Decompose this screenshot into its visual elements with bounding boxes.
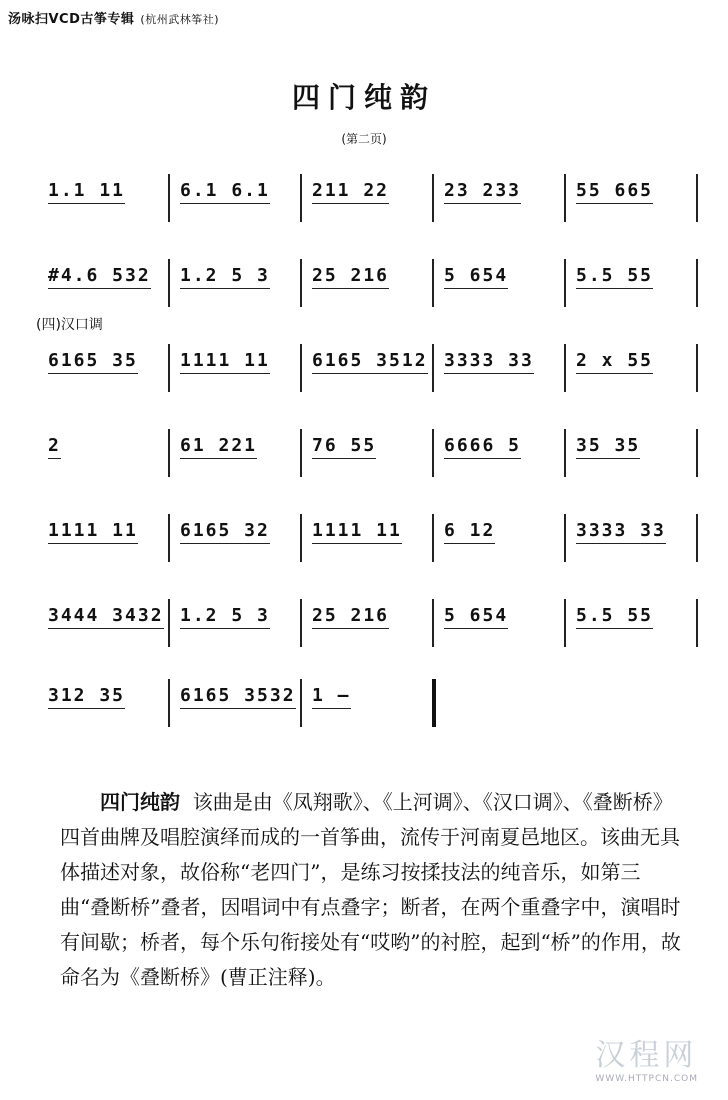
description-paragraph <box>60 785 690 995</box>
bar-line <box>300 514 302 562</box>
measure-notation: 312 35 <box>48 685 126 706</box>
bar-line-end <box>696 259 698 307</box>
bar-line-end <box>696 174 698 222</box>
score-row <box>40 665 700 735</box>
bar-line <box>564 174 566 222</box>
header-subtitle: (杭州武林筝社) <box>140 13 219 26</box>
measure-notation: 1111 11 <box>48 520 138 541</box>
bar-line <box>168 259 170 307</box>
piece-title: 四门纯韵 <box>291 81 436 114</box>
bar-line <box>432 429 434 477</box>
measure-notation: 211 22 <box>312 180 390 201</box>
measure-notation: 5.5 55 <box>576 265 654 286</box>
page-label: (第二页) <box>341 132 387 146</box>
measure-notation: 6165 35 <box>48 350 138 371</box>
bar-line <box>168 174 170 222</box>
watermark-logo <box>595 1030 698 1084</box>
bar-line-end <box>432 679 436 727</box>
measure-notation: 3333 33 <box>576 520 666 541</box>
bar-line-end <box>696 429 698 477</box>
bar-line <box>564 429 566 477</box>
bar-line <box>564 599 566 647</box>
bar-line <box>432 174 434 222</box>
bar-line <box>432 514 434 562</box>
section-label: (四)汉口调 <box>36 317 103 333</box>
measure-notation: 2 x 55 <box>576 350 654 371</box>
measure-notation: 1111 11 <box>312 520 402 541</box>
bar-line <box>564 259 566 307</box>
bar-line <box>432 259 434 307</box>
bar-line <box>300 174 302 222</box>
measure-notation: 6 12 <box>444 520 496 541</box>
measure-notation: 5.5 55 <box>576 605 654 626</box>
bar-line <box>564 514 566 562</box>
measure-notation: 6.1 6.1 <box>180 180 270 201</box>
bar-line <box>168 429 170 477</box>
measure-notation: 25 216 <box>312 265 390 286</box>
score-row <box>40 585 700 655</box>
measure-notation: 6165 3512 <box>312 350 428 371</box>
watermark-url: WWW.HTTPCN.COM <box>595 1074 698 1084</box>
bar-line <box>168 679 170 727</box>
measure-notation: 1.1 11 <box>48 180 126 201</box>
bar-line <box>300 259 302 307</box>
measure-notation: 1.2 5 3 <box>180 605 270 626</box>
bar-line <box>300 429 302 477</box>
measure-notation: #4.6 532 <box>48 265 151 286</box>
measure-notation: 55 665 <box>576 180 654 201</box>
score-row <box>40 245 700 315</box>
bar-line <box>300 599 302 647</box>
measure-notation: 6666 5 <box>444 435 522 456</box>
bar-line-end <box>696 514 698 562</box>
header-title: 汤咏扫VCD古筝专辑 <box>8 12 135 27</box>
bar-line-end <box>696 599 698 647</box>
score-row <box>40 500 700 570</box>
measure-notation: 76 55 <box>312 435 377 456</box>
measure-notation: 5 654 <box>444 265 509 286</box>
measure-notation: 3333 33 <box>444 350 534 371</box>
score-row <box>40 415 700 485</box>
measure-notation: 1111 11 <box>180 350 270 371</box>
description-heading: 四门纯韵 <box>100 790 180 814</box>
measure-notation: 23 233 <box>444 180 522 201</box>
score-row <box>40 160 700 230</box>
measure-notation: 6165 32 <box>180 520 270 541</box>
measure-notation: 61 221 <box>180 435 258 456</box>
measure-notation: 1.2 5 3 <box>180 265 270 286</box>
bar-line <box>432 344 434 392</box>
measure-notation: 35 35 <box>576 435 641 456</box>
score-row <box>40 330 700 400</box>
bar-line <box>564 344 566 392</box>
bar-line <box>300 679 302 727</box>
measure-notation: 6165 3532 <box>180 685 296 706</box>
measure-notation: 5 654 <box>444 605 509 626</box>
description-body: 该曲是由《凤翔歌》、《上河调》、《汉口调》、《叠断桥》四首曲牌及唱腔演绎而成的一首筝曲，流传于河南夏邑地区。该曲无具体描述对象，故俗称“老四门”，是练习按揉技法的纯音乐，如第三曲“叠断桥”叠者，因唱词中有点叠字；断者，在两个重叠字中，演唱时有间歇；桥者，每个乐句衔接处有“哎哟”的衬腔，起到“桥”的作用，故命名为《叠断桥》(曹正注释)。 <box>60 790 681 989</box>
bar-line <box>168 344 170 392</box>
bar-line <box>300 344 302 392</box>
measure-notation: 2 <box>48 435 61 456</box>
measure-notation: 3444 3432 <box>48 605 164 626</box>
bar-line <box>168 599 170 647</box>
watermark-text: 汉程网 <box>595 1038 698 1073</box>
bar-line <box>168 514 170 562</box>
bar-line <box>432 599 434 647</box>
measure-notation: 25 216 <box>312 605 390 626</box>
measure-notation: 1 — <box>312 685 351 706</box>
bar-line-end <box>696 344 698 392</box>
book-header <box>8 8 219 27</box>
